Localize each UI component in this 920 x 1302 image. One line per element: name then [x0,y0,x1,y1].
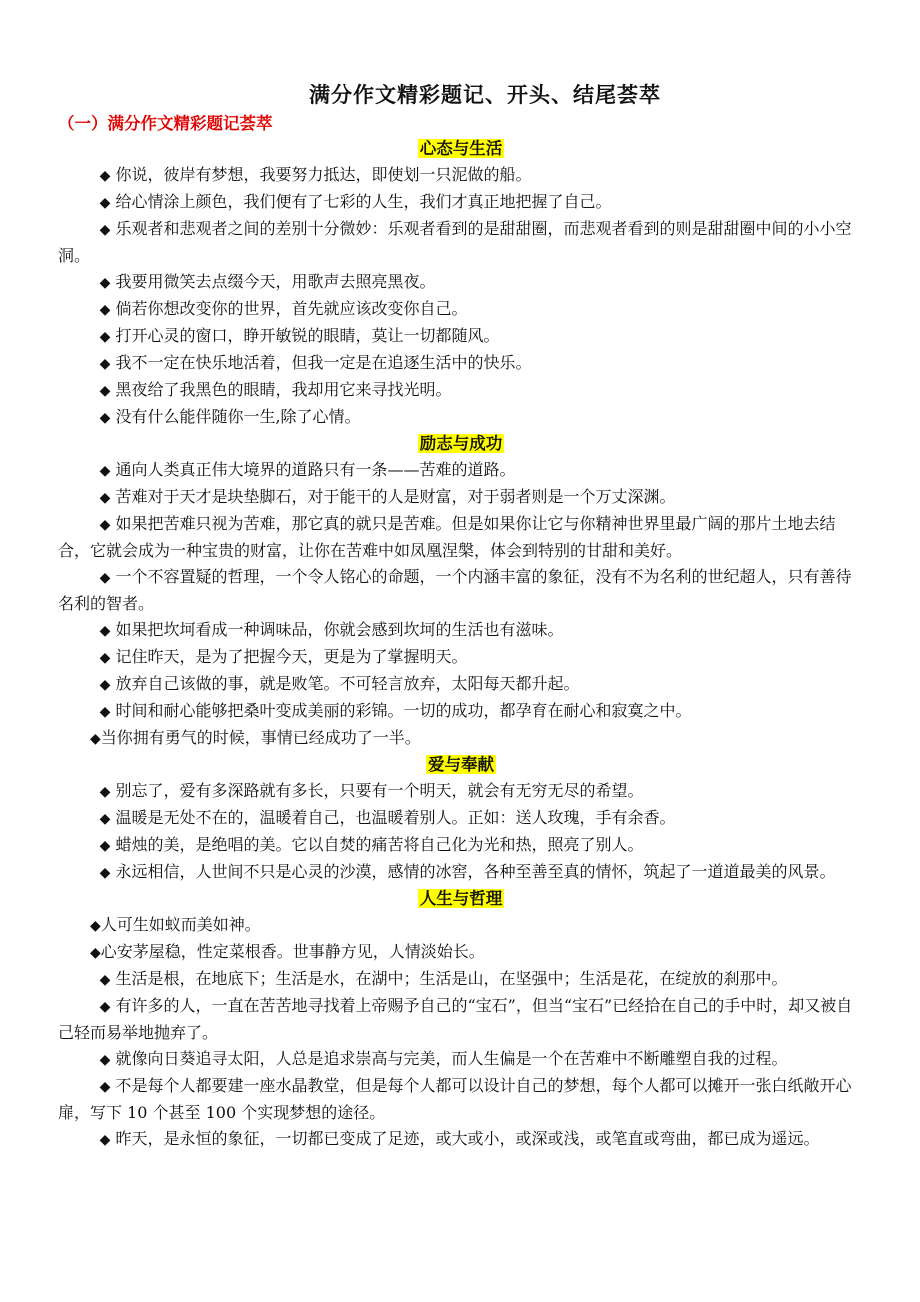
list-item: ◆ 倘若你想改变你的世界，首先就应该改变你自己。 [99,299,468,318]
bullet-icon: ◆ [99,1132,111,1148]
list-item: ◆ 生活是根，在地底下；生活是水，在湖中；生活是山，在坚强中；生活是花，在绽放的刹那中。 [99,969,788,988]
bullet-icon: ◆ [99,490,111,506]
list-item: ◆ 没有什么能伴随你一生,除了心情。 [99,407,361,426]
bullet-icon: ◆ [99,329,111,345]
list-item: ◆ 不是每个人都要建一座水晶教堂，但是每个人都可以设计自己的梦想，每个人都可以摊开一张白纸敞开心扉，写下 10 个甚至 100 个实现梦想的途径。 [58,1076,852,1122]
bullet-icon: ◆ [99,517,111,533]
bullet-icon: ◆ [99,999,111,1015]
list-item: ◆ 你说，彼岸有梦想，我要努力抵达，即使划一只泥做的船。 [99,165,532,184]
section-heading: 爱与奉献 [428,755,494,774]
bullet-icon: ◆ [99,1052,111,1068]
bullet-icon: ◆ [99,623,111,639]
section-heading: 励志与成功 [419,434,503,453]
bullet-icon: ◆ [99,463,111,479]
list-item: ◆ 给心情涂上颜色，我们便有了七彩的人生，我们才真正地把握了自己。 [99,192,612,211]
bullet-icon: ◆ [99,383,111,399]
bullet-icon: ◆ [99,356,111,372]
list-item: ◆ 温暖是无处不在的，温暖着自己，也温暖着别人。正如：送人玫瑰，手有余香。 [99,808,676,827]
bullet-icon: ◆ [99,195,111,211]
list-item: ◆ 黑夜给了我黑色的眼睛，我却用它来寻找光明。 [99,380,452,399]
list-item: ◆ 有许多的人，一直在苦苦地寻找着上帝赐予自己的“宝石”，但当“宝石”已经拾在自己的手中时，却又被自己轻而易举地抛弃了。 [58,996,853,1042]
bullet-icon: ◆ [99,1079,111,1095]
bullet-icon: ◆ [99,838,111,854]
list-item: ◆ 放弃自己该做的事，就是败笔。不可轻言放弃，太阳每天都升起。 [99,674,580,693]
list-item: ◆当你拥有勇气的时候，事情已经成功了一半。 [90,728,421,747]
bullet-icon: ◆ [99,275,111,291]
list-item: ◆ 蜡烛的美，是绝唱的美。它以自焚的痛苦将自己化为光和热，照亮了别人。 [99,835,644,854]
list-item: ◆ 乐观者和悲观者之间的差别十分微妙：乐观者看到的是甜甜圈，而悲观者看到的则是甜甜圈中间的小小空洞。 [58,219,852,265]
list-item: ◆ 永远相信，人世间不只是心灵的沙漠，感情的冰窖，各种至善至真的情怀，筑起了一道道最美的风景。 [99,862,836,881]
list-item: ◆ 如果把苦难只视为苦难，那它真的就只是苦难。但是如果你让它与你精神世界里最广阔的那片土地去结合，它就会成为一种宝贵的财富，让你在苦难中如凤凰涅槃，体会到特别的甘甜和美好。 [58,514,836,560]
bullet-icon: ◆ [99,865,111,881]
bullet-icon: ◆ [99,784,111,800]
list-item: ◆ 我不一定在快乐地活着，但我一定是在追逐生活中的快乐。 [99,353,532,372]
list-item: ◆ 别忘了，爱有多深路就有多长，只要有一个明天，就会有无穷无尽的希望。 [99,781,644,800]
bullet-icon: ◆ [99,168,111,184]
list-item: ◆ 就像向日葵追寻太阳，人总是追求崇高与完美，而人生偏是一个在苦难中不断雕塑自我的过程。 [99,1049,788,1068]
bullet-icon: ◆ [99,570,111,586]
bullet-icon: ◆ [99,677,111,693]
bullet-icon: ◆ [99,650,111,666]
list-item: ◆ 打开心灵的窗口，睁开敏锐的眼睛，莫让一切都随风。 [99,326,500,345]
list-item: ◆ 记住昨天，是为了把握今天，更是为了掌握明天。 [99,647,468,666]
bullet-icon: ◆ [99,972,111,988]
section-heading: 人生与哲理 [419,889,503,908]
bullet-icon: ◆ [90,731,101,747]
section-subtitle: （一）满分作文精彩题记荟萃 [58,114,273,133]
bullet-icon: ◆ [99,704,111,720]
bullet-icon: ◆ [99,302,111,318]
list-item: ◆ 一个不容置疑的哲理，一个令人铭心的命题，一个内涵丰富的象征，没有不为名利的世纪超人，只有善待名利的智者。 [58,567,852,613]
list-item: ◆ 时间和耐心能够把桑叶变成美丽的彩锦。一切的成功，都孕育在耐心和寂寞之中。 [99,701,692,720]
page-title: 满分作文精彩题记、开头、结尾荟萃 [309,83,661,107]
bullet-icon: ◆ [90,918,101,934]
document-body [58,136,864,1153]
list-item: ◆心安茅屋稳，性定菜根香。世事静方见，人情淡始长。 [90,942,485,961]
bullet-icon: ◆ [90,945,101,961]
bullet-icon: ◆ [99,811,111,827]
list-item: ◆人可生如蚁而美如神。 [90,915,261,934]
list-item: ◆ 如果把坎坷看成一种调味品，你就会感到坎坷的生活也有滋味。 [99,620,564,639]
bullet-icon: ◆ [99,222,111,238]
list-item: ◆ 苦难对于天才是块垫脚石，对于能干的人是财富，对于弱者则是一个万丈深渊。 [99,487,676,506]
bullet-icon: ◆ [99,410,111,426]
list-item: ◆ 我要用微笑去点缀今天，用歌声去照亮黑夜。 [99,272,436,291]
list-item: ◆ 昨天，是永恒的象征，一切都已变成了足迹，或大或小，或深或浅，或笔直或弯曲，都已成为遥远。 [99,1129,820,1148]
list-item: ◆ 通向人类真正伟大境界的道路只有一条——苦难的道路。 [99,460,516,479]
section-heading: 心态与生活 [419,139,503,158]
